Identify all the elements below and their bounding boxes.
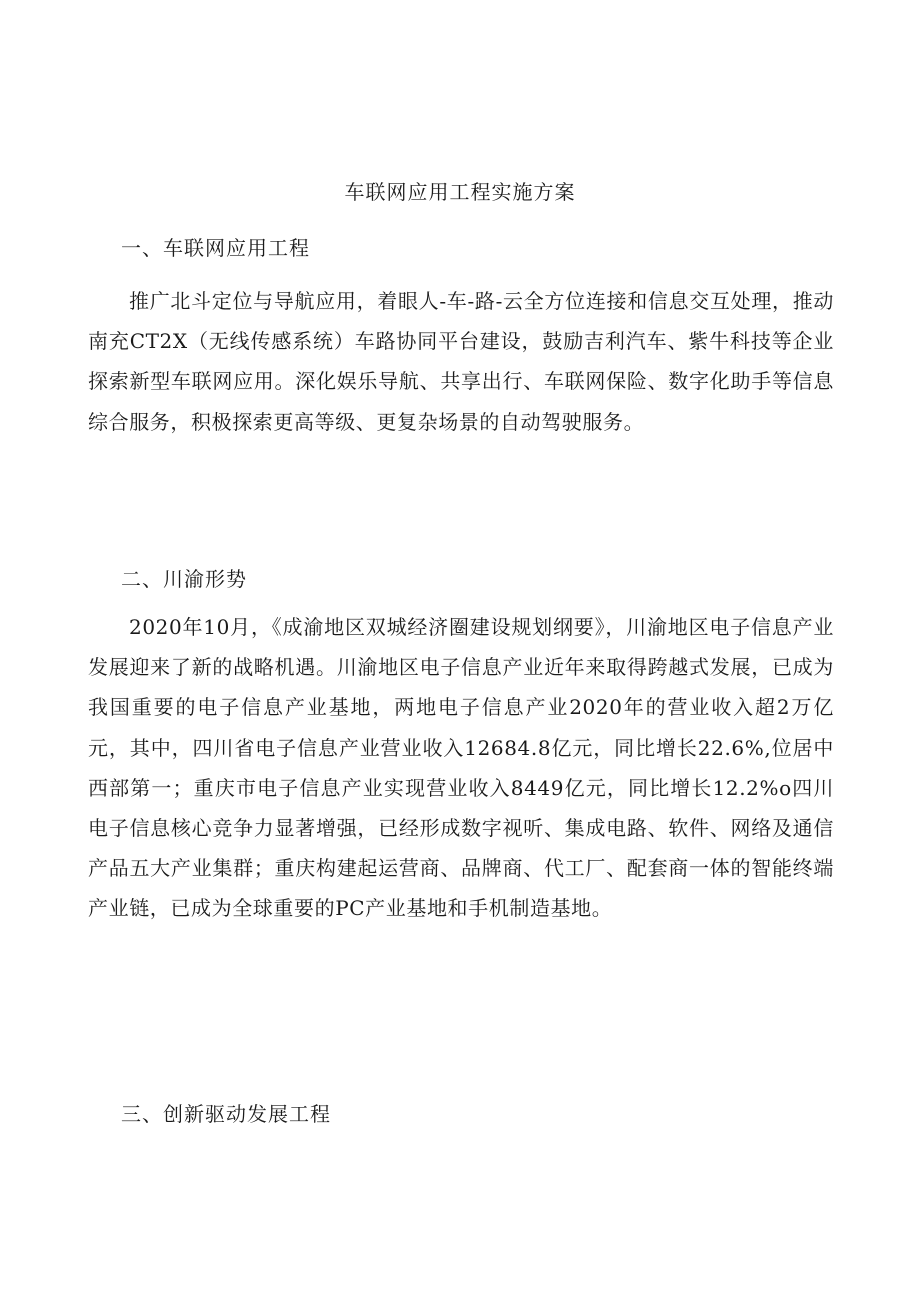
section-paragraph-2: 2020年10月，《成渝地区双城经济圈建设规划纲要》，川渝地区电子信息产业发展迎来了新的战略机遇。川渝地区电子信息产业近年来取得跨越式发展，已成为我国重要的电子信息产业基地，两地电子信息产业2020年的营业收入超2万亿元，其中，四川省电子信息产业营业收入12684.8亿元，同比增长22.6%,位居中西部第一；重庆市电子信息产业实现营业收入8449亿元，同比增长12.2%o四川电子信息核心竞争力显著增强，已经形成数字视听、集成电路、软件、网络及通信产品五大产业集群；重庆构建起运营商、品牌商、代工厂、配套商一体的智能终端产业链，已成为全球重要的PC产业基地和手机制造基地。 — [88, 615, 834, 921]
document-title: 车联网应用工程实施方案 — [344, 180, 576, 204]
section-paragraph-1: 推广北斗定位与导航应用，着眼人-车-路-云全方位连接和信息交互处理，推动南充CT2X（无线传感系统）车路协同平台建设，鼓励吉利汽车、紫牛科技等企业探索新型车联网应用。深化娱乐导航、共享出行、车联网保险、数字化助手等信息综合服务，积极探索更高等级、更复杂场景的自动驾驶服务。 — [88, 289, 834, 434]
section-heading-3: 三、创新驱动发展工程 — [121, 1102, 331, 1126]
section-heading-2: 二、川渝形势 — [121, 567, 247, 591]
section-heading-1: 一、车联网应用工程 — [121, 236, 310, 260]
